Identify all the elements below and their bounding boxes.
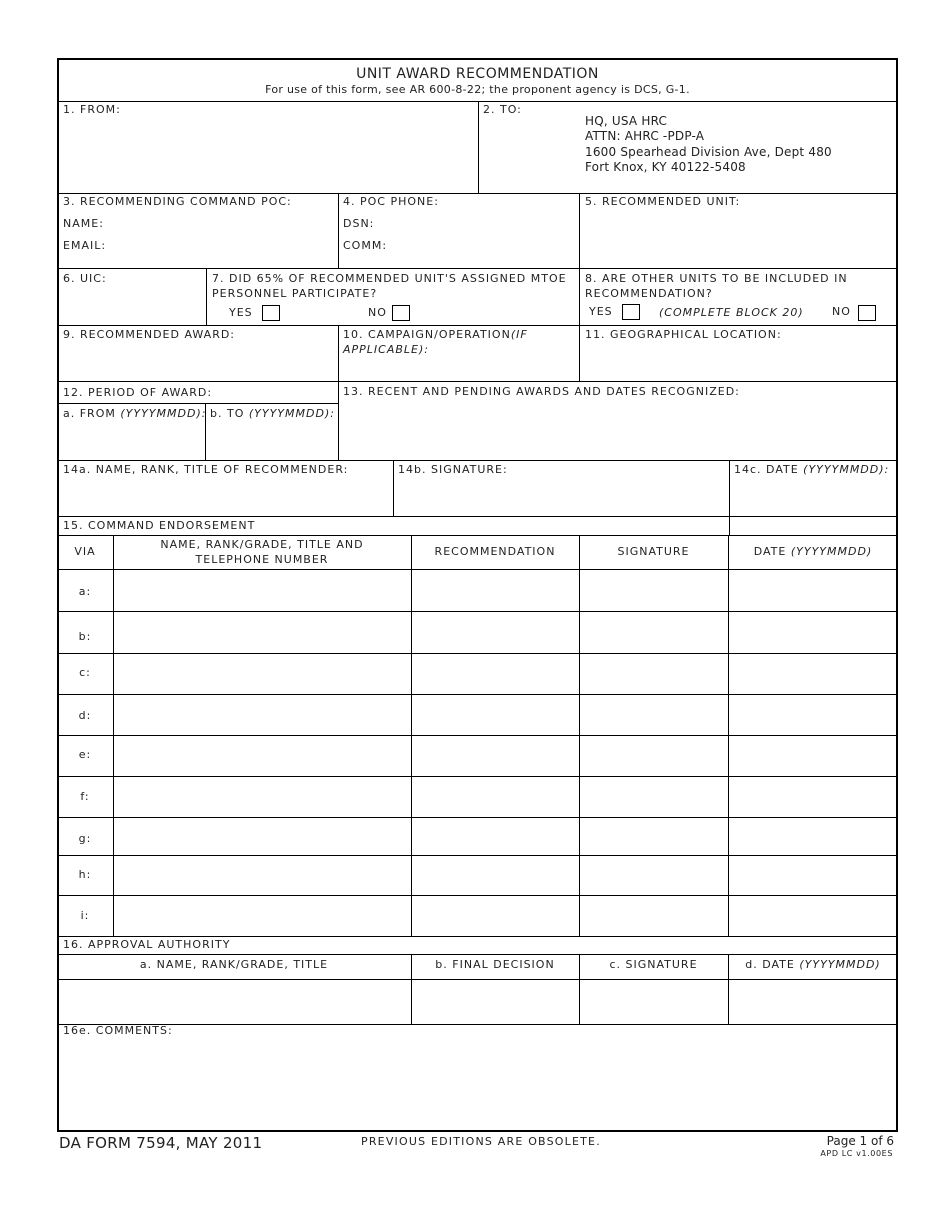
recommender-signature-label: 14b. SIGNATURE: [398, 463, 508, 476]
recommender-signature-field[interactable] [397, 478, 725, 513]
via-row-d: d: [78, 709, 92, 722]
to-address-line-3: 1600 Spearhead Division Ave, Dept 480 [585, 145, 832, 159]
phone-comm-input[interactable] [390, 236, 574, 254]
endorsement-title: 15. COMMAND ENDORSEMENT [63, 519, 256, 532]
col-signature: SIGNATURE [617, 545, 690, 558]
recommender-input[interactable] [62, 478, 389, 513]
approval-col-a: a. NAME, RANK/GRADE, TITLE [139, 958, 329, 971]
uic-label: 6. UIC: [63, 272, 107, 285]
approval-col-b: b. FINAL DECISION [435, 958, 555, 971]
endorsement-cell[interactable] [412, 570, 579, 611]
approval-col-d-format: (YYYYMMDD) [799, 958, 881, 971]
via-row-b: b: [78, 630, 92, 643]
q8-line-1: 8. ARE OTHER UNITS TO BE INCLUDED IN [585, 272, 848, 285]
q7-line-1: 7. DID 65% OF RECOMMENDED UNIT'S ASSIGNED MTOE [212, 272, 567, 285]
recommended-unit-input[interactable] [584, 210, 892, 265]
campaign-label: 10. CAMPAIGN/OPERATION [343, 328, 511, 341]
col-name-line-2: TELEPHONE NUMBER [195, 553, 329, 566]
via-row-c: c: [79, 666, 91, 679]
uic-input[interactable] [62, 287, 202, 322]
approval-col-d: d. DATE [745, 958, 795, 971]
campaign-note-2: APPLICABLE): [343, 343, 429, 356]
approval-name-input[interactable] [58, 980, 411, 1024]
q8-no-checkbox[interactable] [858, 305, 876, 321]
to-label: 2. TO: [483, 103, 522, 116]
via-row-h: h: [78, 868, 92, 881]
period-from-format: (YYYYMMDD): [120, 407, 207, 420]
comments-label: 16e. COMMENTS: [63, 1024, 173, 1037]
approval-signature-field[interactable] [580, 980, 728, 1024]
period-from-label: a. FROM [63, 407, 116, 420]
q8-yes-label: YES [589, 305, 613, 318]
to-address-line-1: HQ, USA HRC [585, 114, 668, 128]
period-to-label: b. TO [210, 407, 245, 420]
approval-date-input[interactable] [729, 980, 897, 1024]
via-row-i: i: [80, 909, 90, 922]
campaign-note-1: (IF [510, 328, 528, 341]
q7-yes-checkbox[interactable] [262, 305, 280, 321]
approval-title: 16. APPROVAL AUTHORITY [63, 938, 231, 951]
recommended-award-input[interactable] [62, 343, 334, 378]
form-title: UNIT AWARD RECOMMENDATION [356, 66, 599, 82]
obsolete-notice: PREVIOUS EDITIONS ARE OBSOLETE. [361, 1135, 601, 1148]
geo-location-input[interactable] [584, 343, 892, 378]
poc-name-input[interactable] [105, 214, 333, 232]
version-label: APD LC v1.00ES [820, 1149, 893, 1158]
recent-awards-input[interactable] [342, 400, 892, 457]
date-14c-format: (YYYYMMDD): [803, 463, 890, 476]
phone-comm-label: COMM: [343, 239, 388, 252]
poc-name-label: NAME: [63, 217, 104, 230]
via-row-g: g: [78, 832, 92, 845]
via-row-a: a: [78, 585, 92, 598]
page-number: Page 1 of 6 [826, 1134, 894, 1148]
from-label: 1. FROM: [63, 103, 121, 116]
phone-dsn-label: DSN: [343, 217, 375, 230]
q8-no-label: NO [832, 305, 851, 318]
poc-phone-label: 4. POC PHONE: [343, 195, 439, 208]
phone-dsn-input[interactable] [376, 214, 574, 232]
approval-decision-input[interactable] [412, 980, 579, 1024]
q7-no-label: NO [368, 306, 387, 319]
to-address-line-4: Fort Knox, KY 40122-5408 [585, 160, 746, 174]
endorsement-cell[interactable] [580, 570, 728, 611]
q7-yes-label: YES [229, 306, 253, 319]
endorsement-cell[interactable] [729, 570, 897, 611]
q8-yes-checkbox[interactable] [622, 304, 640, 320]
form-id: DA FORM 7594, MAY 2011 [59, 1134, 263, 1152]
col-recommendation: RECOMMENDATION [434, 545, 556, 558]
comments-input[interactable] [62, 1040, 893, 1128]
period-label: 12. PERIOD OF AWARD: [63, 386, 213, 399]
q7-no-checkbox[interactable] [392, 305, 410, 321]
endorsement-cell[interactable] [114, 570, 411, 611]
period-to-input[interactable] [209, 422, 335, 457]
col-date-format: (YYYYMMDD) [790, 545, 873, 558]
col-date: DATE [753, 545, 787, 558]
geo-location-label: 11. GEOGRAPHICAL LOCATION: [585, 328, 782, 341]
period-to-format: (YYYYMMDD): [248, 407, 335, 420]
col-via: VIA [74, 545, 96, 558]
poc-email-label: EMAIL: [63, 239, 107, 252]
q7-line-2: PERSONNEL PARTICIPATE? [212, 287, 378, 300]
poc-label: 3. RECOMMENDING COMMAND POC: [63, 195, 292, 208]
recent-awards-label: 13. RECENT AND PENDING AWARDS AND DATES RECOGNIZED: [343, 385, 740, 398]
recommended-unit-label: 5. RECOMMENDED UNIT: [585, 195, 741, 208]
q8-note: (COMPLETE BLOCK 20) [659, 306, 804, 319]
q8-line-2: RECOMMENDATION? [585, 287, 713, 300]
date-14c-label: 14c. DATE [734, 463, 799, 476]
approval-col-c: c. SIGNATURE [609, 958, 698, 971]
campaign-input[interactable] [342, 358, 575, 378]
date-14c-input[interactable] [733, 478, 893, 513]
via-row-e: e: [78, 748, 92, 761]
to-address-line-2: ATTN: AHRC -PDP-A [585, 129, 705, 143]
form-subtitle: For use of this form, see AR 600-8-22; the proponent agency is DCS, G-1. [265, 83, 690, 96]
recommended-award-label: 9. RECOMMENDED AWARD: [63, 328, 236, 341]
period-from-input[interactable] [62, 422, 202, 457]
poc-email-input[interactable] [107, 236, 333, 254]
from-field[interactable] [62, 118, 472, 190]
recommender-label: 14a. NAME, RANK, TITLE OF RECOMMENDER: [63, 463, 349, 476]
col-name-line-1: NAME, RANK/GRADE, TITLE AND [160, 538, 364, 551]
via-row-f: f: [80, 790, 90, 803]
